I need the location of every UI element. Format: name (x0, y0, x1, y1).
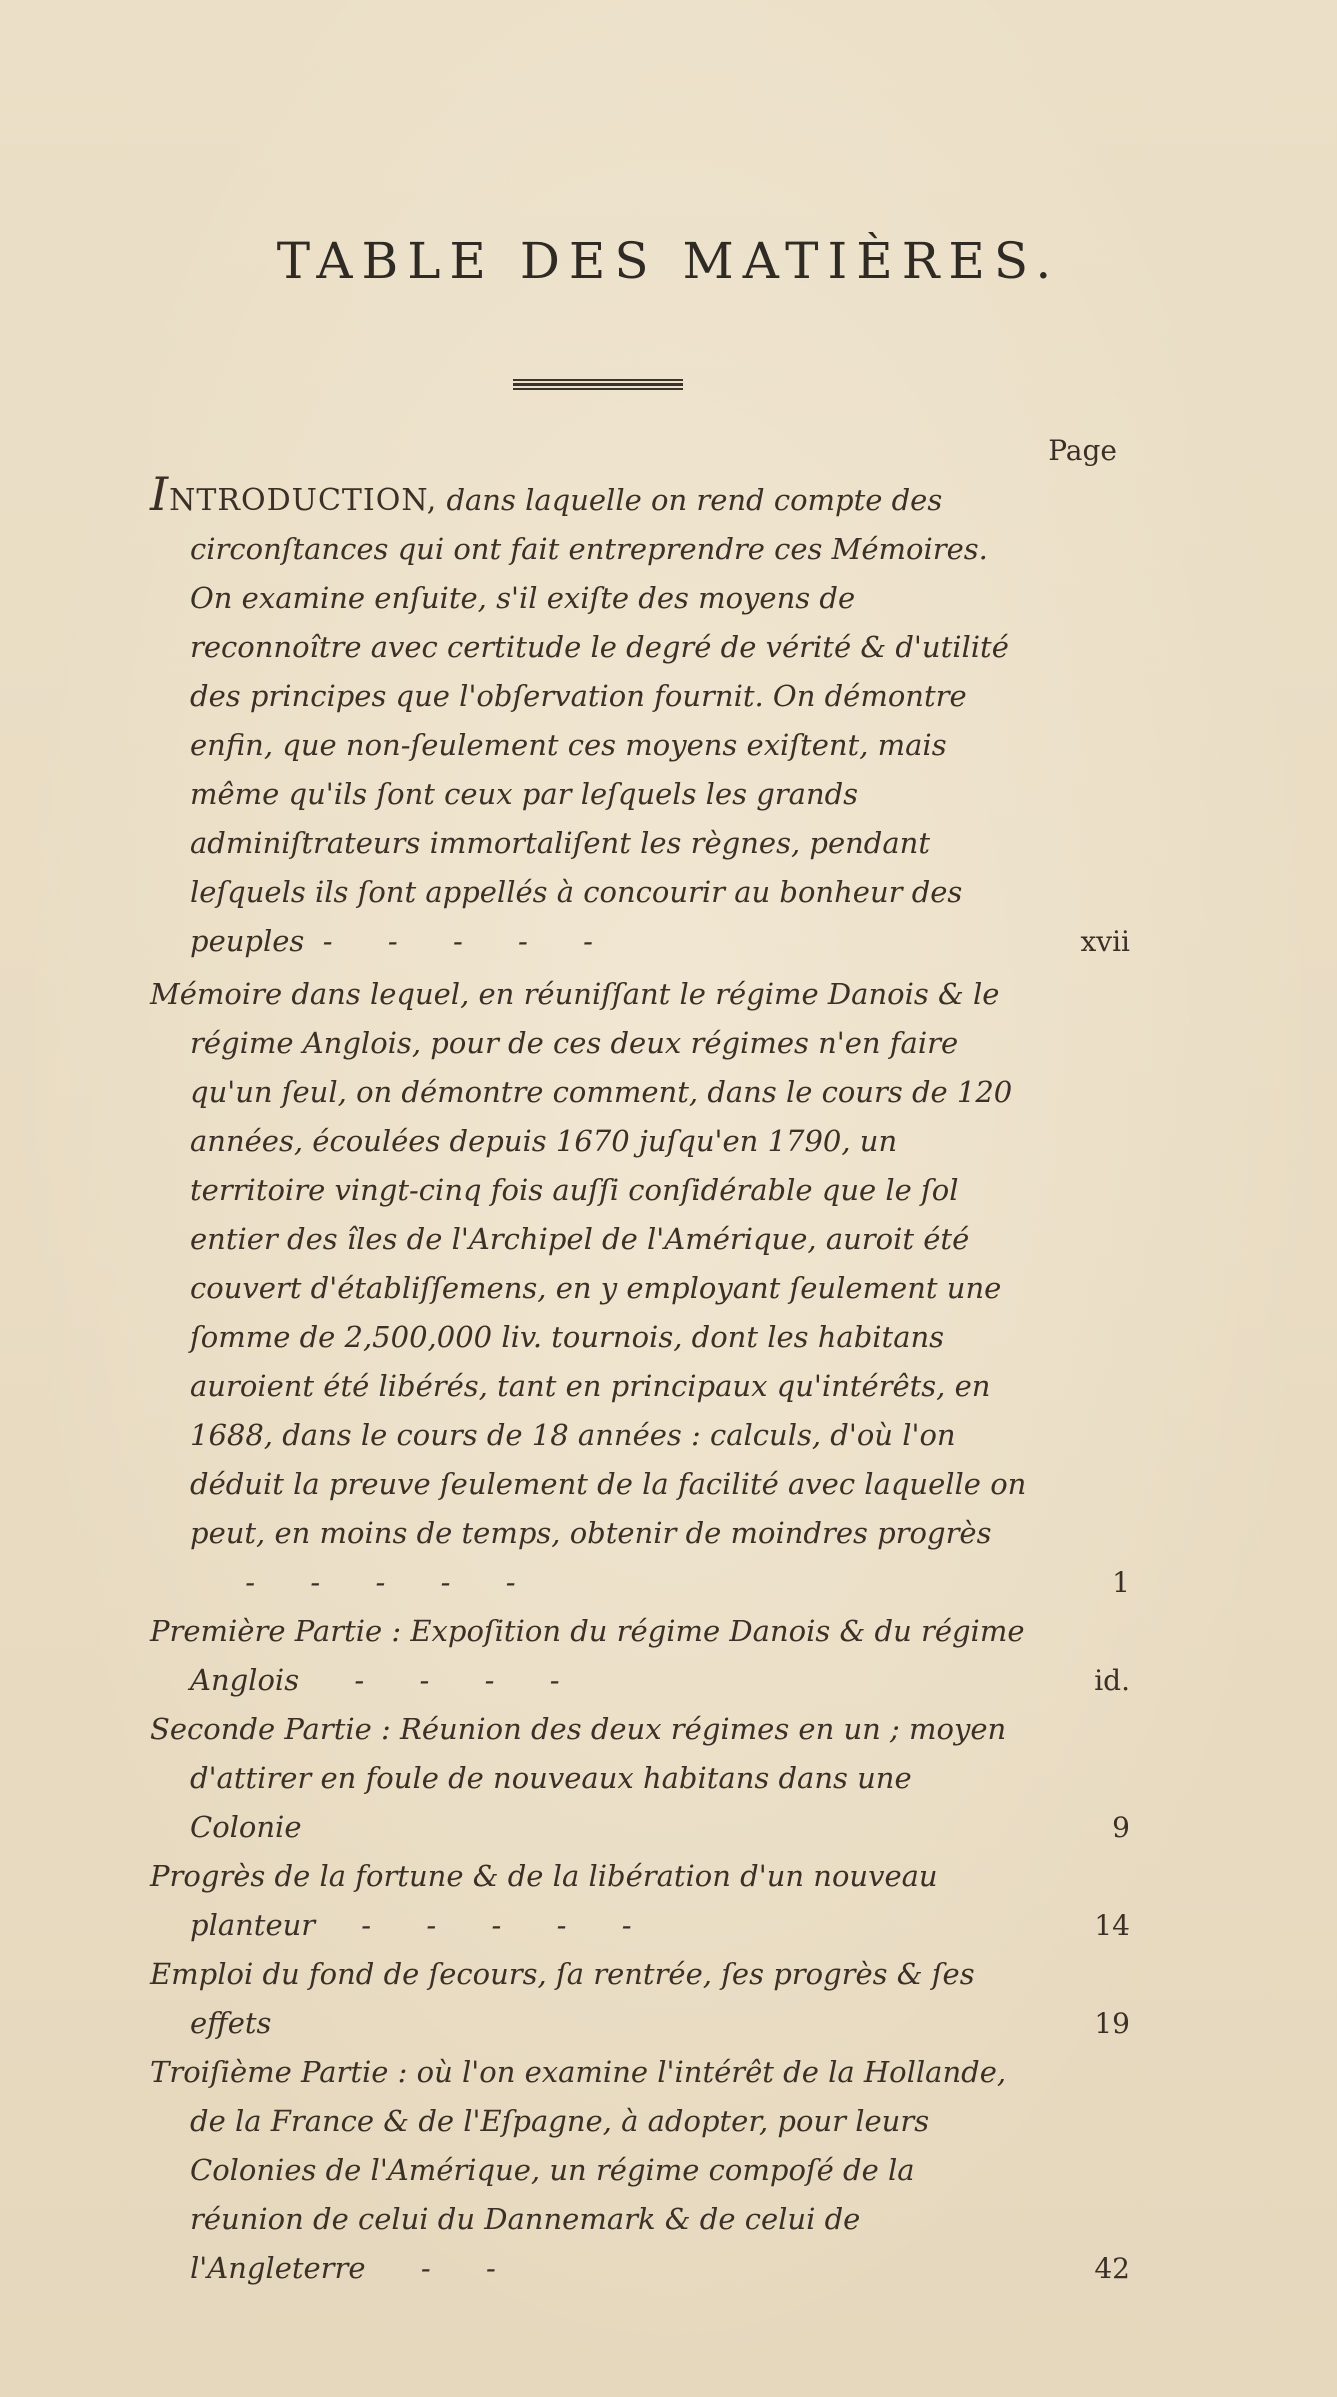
toc-entry-page: 42 (1094, 2252, 1130, 2285)
table-of-contents (150, 467, 1130, 2293)
leader-dashes: - - (365, 2251, 496, 2285)
leader-dashes: - - - - - (190, 1565, 516, 1599)
toc-entry-text: Seconde Partie : Réunion des deux régimes en un ; moyen d'attirer en foule de nouveaux habitans dans une Colonie (150, 1712, 1007, 1844)
toc-entry-memoire (150, 970, 1130, 1607)
toc-entry-emploi (150, 1950, 1130, 2048)
toc-entry-heading (150, 467, 438, 521)
toc-entry-text: Emploi du fond de ſecours, ſa rentrée, ſes progrès & ſes effets (150, 1957, 975, 2040)
toc-entry-troisieme-partie (150, 2048, 1130, 2293)
toc-entry-text: Première Partie : Expoſition du régime Danois & du régime Anglois (150, 1614, 1025, 1697)
toc-entry-text: dans laquelle on rend compte des circonſtances qui ont fait entreprendre ces Mémoires. On examine enſuite, s'il exiſte des moyens de reconnoître avec certitude le degré de vérité & d'utilité des principes que l'obſervation fournit. On démontre enfin, que non-ſeulement ces moyens exiſtent, mais même qu'ils ſont ceux par leſquels les grands adminiſtrateurs immortaliſent les règnes, pendant leſquels ils ſont appellés à concourir au bonheur des peuples (190, 483, 1009, 958)
drop-initial: I (150, 467, 170, 521)
toc-entry-text: Progrès de la fortune & de la libération d'un nouveau planteur (150, 1859, 938, 1942)
leader-dashes: - - - - - (315, 1908, 632, 1942)
page-column-label: Page (1048, 434, 1117, 467)
toc-entry-premiere-partie (150, 1607, 1130, 1705)
page-title: TABLE DES MATIÈRES. (276, 232, 1061, 290)
toc-entry-page: id. (1094, 1664, 1130, 1697)
toc-entry-heading-rest: NTRODUCTION, (169, 483, 438, 518)
toc-entry-text: Troiſième Partie : où l'on examine l'intérêt de la Hollande, de la France & de l'Eſpagne, à adopter, pour leurs Colonies de l'Amérique, un régime compoſé de la réunion de celui du Dannemark & de celui de l'Angleterre (150, 2055, 1007, 2285)
leader-dashes: - - - - (299, 1663, 560, 1697)
double-rule-divider (513, 379, 683, 390)
leader-dashes: - - - - - (304, 924, 593, 958)
toc-entry-text: Mémoire dans lequel, en réuniſſant le régime Danois & le régime Anglois, pour de ces deux régimes n'en faire qu'un ſeul, on démontre comment, dans le cours de 120 années, écoulées depuis 1670 juſqu'en 1790, un territoire vingt-cinq fois auſſi conſidérable que le ſol entier des îles de l'Archipel de l'Amérique, auroit été couvert d'établiſſemens, en y employant ſeulement une ſomme de 2,500,000 liv. tournois, dont les habitans auroient été libérés, tant en principaux qu'intérêts, en 1688, dans le cours de 18 années : calculs, d'où l'on déduit la preuve ſeulement de la facilité avec laquelle on peut, en moins de temps, obtenir de moindres progrès (150, 977, 1027, 1550)
toc-entry-seconde-partie (150, 1705, 1130, 1852)
toc-entry-introduction (150, 467, 1130, 966)
toc-entry-page: xvii (1080, 925, 1130, 958)
toc-entry-page: 14 (1094, 1909, 1130, 1942)
toc-entry-page: 9 (1112, 1811, 1130, 1844)
toc-entry-page: 19 (1094, 2007, 1130, 2040)
toc-entry-page: 1 (1112, 1566, 1130, 1599)
toc-entry-progres (150, 1852, 1130, 1950)
